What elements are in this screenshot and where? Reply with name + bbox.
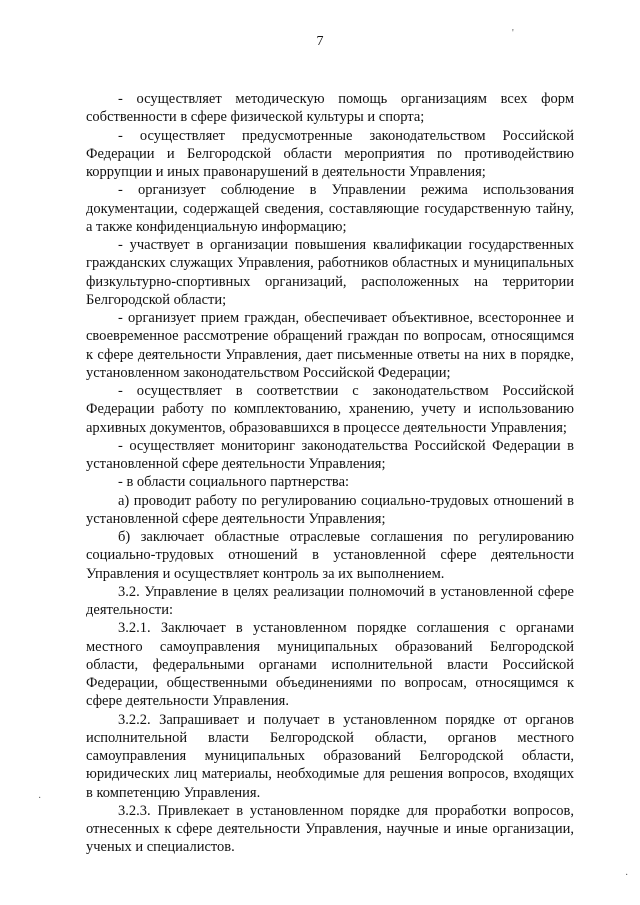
page-number: 7 (316, 34, 324, 49)
paragraph-citizen-appeals: - организует прием граждан, обеспечивает объективное, всестороннее и своевременное рассмотрение обращений граждан по вопросам, относящимся к сфере деятельности Управления, дает письменные ответы на них в порядке, установленном законодательством Российской Федерации; (86, 310, 574, 381)
paragraph-archives: - осуществляет в соответствии с законодательством Российской Федерации работу по комплектованию, хранению, учету и использованию архивных документов, образовавшихся в процессе деятельности Управления; (86, 383, 574, 436)
paragraph-3-2-1: 3.2.1. Заключает в установленном порядке соглашения с органами местного самоуправления муниципальных образований Белгородской области, федеральными органами исполнительной власти Российской Федерации, общественными объединениями по вопросам, относящимся к сфере деятельности Управления. (86, 620, 574, 710)
scan-speck: ' (512, 28, 514, 39)
paragraph-3-2-2: 3.2.2. Запрашивает и получает в установленном порядке от органов исполнительной власти Белгородской области, органов местного самоуправления муниципальных образований Белгородской области, юридических лиц материалы, необходимые для решения вопросов, входящих в компетенцию Управления. (86, 711, 574, 801)
scan-speck: · (625, 870, 629, 881)
paragraph-item-b: б) заключает областные отраслевые соглашения по регулированию социально-трудовых отношений в установленной сфере деятельности Управления и осуществляет контроль за их выполнением. (86, 529, 574, 582)
paragraph-3-2: 3.2. Управление в целях реализации полномочий в установленной сфере деятельности: (86, 583, 574, 618)
paragraph-3-2-3: 3.2.3. Привлекает в установленном порядке для проработки вопросов, отнесенных к сфере деятельности Управления, научные и иные организации, ученых и специалистов. (86, 802, 574, 856)
paragraph-secrecy-regime: - организует соблюдение в Управлении режима использования документации, содержащей сведения, составляющие государственную тайну, а также конфиденциальную информацию; (86, 182, 574, 235)
paragraph-monitoring: - осуществляет мониторинг законодательства Российской Федерации в установленной сфере деятельности Управления; (86, 437, 574, 472)
paragraph-social-partnership: - в области социального партнерства: (118, 474, 350, 491)
paragraph-item-a: а) проводит работу по регулированию социально-трудовых отношений в установленной сфере деятельности Управления; (86, 492, 574, 527)
paragraph-qualification: - участвует в организации повышения квалификации государственных гражданских служащих Управления, работников областных и муниципальных физкультурно-спортивных организаций, расположенных на территории Белгородской области; (86, 237, 574, 308)
paragraph-methodical-help: - осуществляет методическую помощь организациям всех форм собственности в сфере физической культуры и спорта; (86, 91, 574, 126)
scan-speck: · (38, 793, 42, 804)
document-body (86, 90, 574, 857)
paragraph-anti-corruption: - осуществляет предусмотренные законодательством Российской Федерации и Белгородской области мероприятия по противодействию коррупции и иных правонарушений в деятельности Управления; (86, 127, 574, 180)
